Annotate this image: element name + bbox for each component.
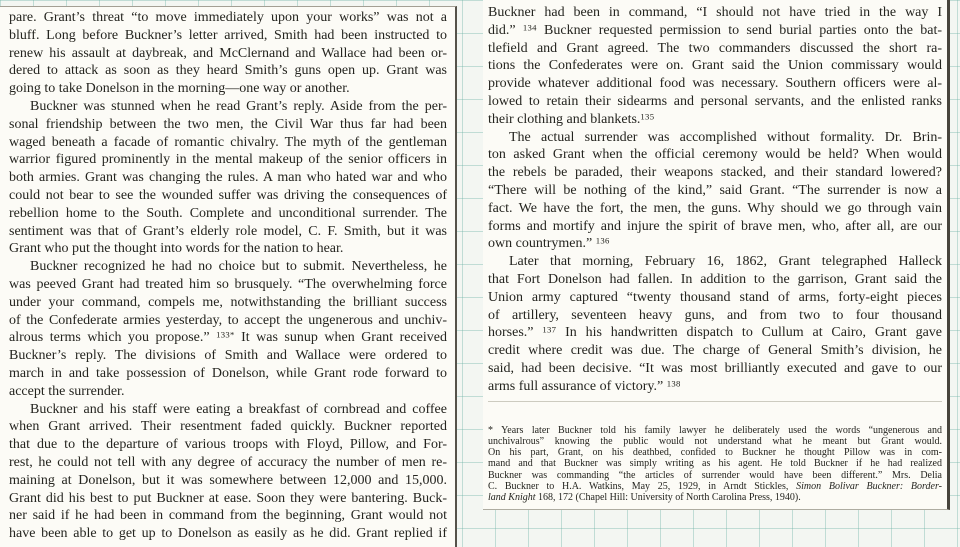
text-line: Later that morning, February 16, 1862, Grant telegraphed Halleck xyxy=(509,254,942,270)
text-line: could not bear to see the wounded suffer was driving the consequences of xyxy=(9,187,447,203)
text-line: unchivalrous” knowing the public would not understand what he meant but Grant would. xyxy=(488,435,942,447)
footnote-divider xyxy=(488,401,942,402)
text-line: provide whatever additional food was necessary. Southern officers were al- xyxy=(488,76,942,92)
text-line: forms and mortify and injure the spirit of brave men, who, after all, are our xyxy=(488,218,942,234)
text-line: both armies. Grant was changing the rules. A man who hated war and who xyxy=(9,170,447,186)
text-line: Buckner’s reply. The divisions of Smith and Wallace were ordered to xyxy=(9,348,447,364)
text-line: accept the surrender. xyxy=(9,383,125,399)
text-line: that Fort Donelson had fallen. In addition to the garrison, Grant said the xyxy=(488,271,942,287)
text-line: Buckner and his staff were eating a breakfast of cornbread and coffee xyxy=(30,401,447,417)
text-line: Buckner was stunned when he read Grant’s reply. Aside from the per- xyxy=(30,98,447,114)
text-line: of the Confederate armies yesterday, to accept the ungenerous and unchiv- xyxy=(9,312,447,328)
text-line: under your command, compels me, notwithstanding the brilliant success xyxy=(9,294,447,310)
text-line: warrior figured prominently in the mental makeup of the senior officers in xyxy=(9,152,447,168)
text-line: land Knight 168, 172 (Chapel Hill: University of North Carolina Press, 1940). xyxy=(488,492,801,504)
text-line: sentiment was that of Grant’s elderly role model, C. F. Smith, but it was xyxy=(9,223,447,239)
text-line: tlefield and Grant agreed. The two commanders discussed the short ra- xyxy=(488,40,942,56)
right-text-column xyxy=(488,4,942,396)
text-line: lowed to retain their sidearms and personal servants, and the enlisted ranks xyxy=(488,93,942,109)
text-line: The actual surrender was accomplished without formality. Dr. Brin- xyxy=(509,129,942,145)
text-line: ner said if he had been in command from the beginning, Grant would not xyxy=(9,508,447,524)
text-line: going to take Donelson in the morning—one way or another. xyxy=(9,81,350,97)
text-line: “There will be nothing of the kind,” said Grant. “The surrender is now a xyxy=(488,182,942,198)
text-line: * Years later Buckner told his family lawyer he deliberately used the words “ungenerous and xyxy=(488,424,942,436)
text-line: pare. Grant’s threat “to move immediately upon your works” was not a xyxy=(9,10,447,25)
text-line: when Grant arrived. Their resentment faded quickly. Buckner reported xyxy=(9,419,447,435)
text-line: march in and take possession of Donelson, while Grant rode forward to xyxy=(9,365,447,381)
footnote-section xyxy=(488,425,942,504)
text-line: rebellion home to the South. Complete and unconditional surrender. The xyxy=(9,205,447,221)
text-line: alrous terms which you propose.” $^{133*}$ It was sunup when Grant received xyxy=(9,330,447,346)
text-line: said, had been decisive. “It was most brilliantly executed and gave to our xyxy=(488,360,942,376)
right-page-clipping xyxy=(483,0,950,510)
text-line: Buckner recognized he had no choice but to submit. Nevertheless, he xyxy=(30,259,447,275)
text-line: C. Buckner to H.A. Watkins, May 25, 1929, in Arndt Stickles, Simon Bolivar Buckner: Border- xyxy=(488,481,943,493)
text-line: mand and that Buckner was simply writing as his agent. He told Buckner if he had realized xyxy=(488,458,942,470)
text-line: renew his assault at daybreak, and McClernand and Wallace had been or- xyxy=(9,45,447,61)
text-line: rest, he could not tell with any degree of accuracy the number of men re- xyxy=(9,454,447,470)
text-line: dered to attack as soon as they heard Smith’s guns open up. Grant was xyxy=(9,63,447,79)
text-line: their clothing and blankets.$^{135}$ xyxy=(488,111,655,127)
text-line: Grant who put the thought into words for the nation to hear. xyxy=(9,241,344,257)
text-line: arms full assurance of victory.” $^{138}$ xyxy=(488,378,681,394)
text-line: own countrymen.” $^{136}$ xyxy=(488,236,610,252)
text-line: Union army captured “twenty thousand stand of arms, forty-eight pieces xyxy=(488,289,942,305)
text-line: horses.” $^{137}$ In his handwritten dispatch to Cullum at Cairo, Grant gave xyxy=(488,325,942,341)
left-text-column xyxy=(9,9,447,543)
text-line: credit where credit was due. The charge of General Smith’s division, he xyxy=(488,343,942,359)
text-line: did.” $^{134}$ Buckner requested permission to send burial parties onto the bat- xyxy=(488,22,943,38)
text-line: fact. We have the fort, the men, the guns. Why should we go through vain xyxy=(488,200,942,216)
left-page-clipping xyxy=(0,6,457,547)
text-line: that due to the departure of various troops with Floyd, Pillow, and For- xyxy=(9,437,447,453)
text-line: On his part, Grant, on his deathbed, confided to Buckner he thought Pillow was in com- xyxy=(488,447,942,459)
text-line: Buckner was commanding “the articles of surrender would have been different.” Mrs. Delia xyxy=(488,469,942,481)
text-line: the rebels be paraded, their weapons stacked, and their standard lowered? xyxy=(488,165,942,181)
text-line: bluff. Long before Buckner’s letter arrived, Smith had been instructed to xyxy=(9,27,447,43)
text-line: ton asked Grant when the official ceremony would be held? When would xyxy=(488,147,942,163)
text-line: have been able to get up to Donelson as easily as he did. Grant replied if xyxy=(9,526,447,542)
text-line: sonal friendship between the two men, the Civil War thus far had been xyxy=(9,116,447,132)
text-line: waged beneath a facade of romantic chivalry. The myth of the gentleman xyxy=(9,134,447,150)
text-line: was peeved Grant had treated him so brusquely. “The overwhelming force xyxy=(9,276,447,292)
text-line: tions the Confederates were on. Grant said the Union commissary would xyxy=(488,58,942,74)
text-line: of artillery, seventeen heavy guns, and from two to four thousand xyxy=(488,307,942,323)
text-line: Buckner had been in command, “I should not have tried in the way I xyxy=(488,5,942,20)
text-line: maining at Donelson, but it was somewhere between 12,000 and 15,000. xyxy=(9,472,447,488)
text-line: Grant did his best to put Buckner at ease. Soon they were bantering. Buck- xyxy=(9,490,447,506)
